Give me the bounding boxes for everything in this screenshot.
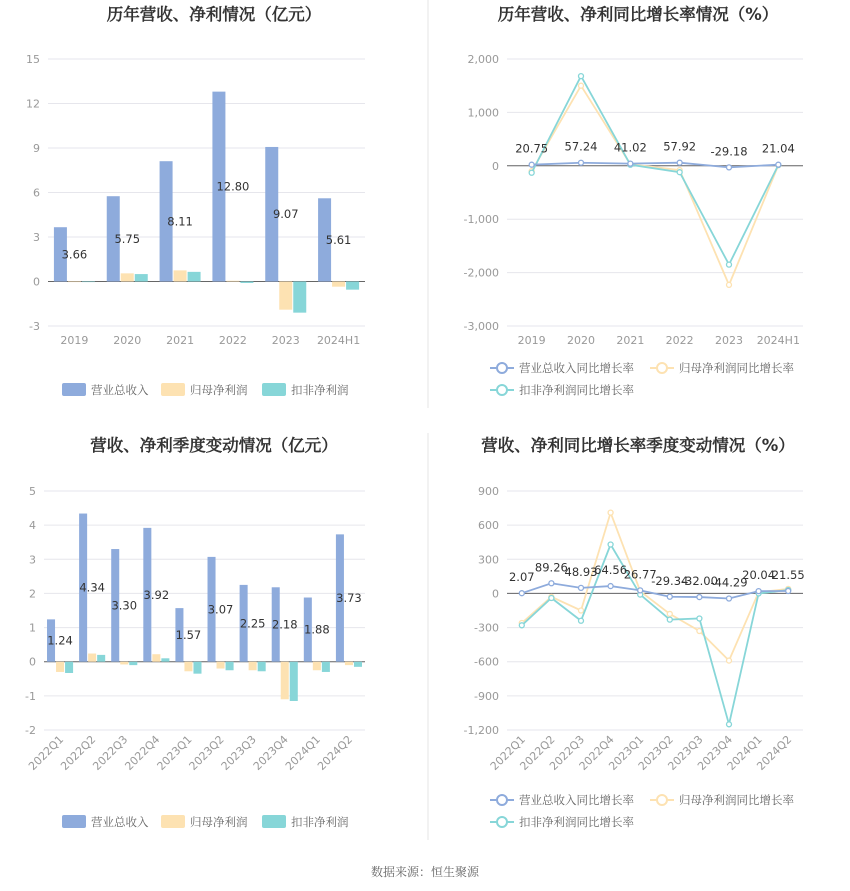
bar-net-profit xyxy=(88,654,96,662)
legend-label: 归母净利润同比增长率 xyxy=(679,793,794,807)
line-point xyxy=(608,510,613,515)
y-tick-label: 900 xyxy=(478,485,499,498)
x-tick-label: 2020 xyxy=(113,334,142,347)
legend-marker xyxy=(657,795,667,805)
line-point xyxy=(628,161,633,166)
data-label: 5.61 xyxy=(325,232,352,247)
legend-marker xyxy=(497,385,507,395)
line-point xyxy=(727,262,732,267)
bar-net-profit xyxy=(184,662,192,672)
data-label: -29.34 xyxy=(651,573,689,588)
legend-marker xyxy=(497,363,507,373)
data-label: 1.88 xyxy=(304,622,330,637)
legend[interactable] xyxy=(490,793,794,829)
x-tick-label: 2022 xyxy=(665,334,694,347)
legend-label: 营业总收入 xyxy=(91,815,149,829)
line-point xyxy=(727,596,732,601)
data-label: 3.73 xyxy=(336,591,362,606)
data-label: 26.77 xyxy=(623,567,657,582)
y-tick-label: 0 xyxy=(29,655,36,669)
bar-net-profit xyxy=(226,281,239,282)
bar-deducted-profit xyxy=(354,662,362,667)
legend-swatch xyxy=(62,383,86,396)
y-tick-label: 2 xyxy=(29,587,36,601)
bar-net-profit xyxy=(281,662,289,700)
legend[interactable] xyxy=(62,383,349,397)
line-point xyxy=(579,618,584,623)
data-label: 3.92 xyxy=(143,587,170,602)
data-label: 57.92 xyxy=(663,139,697,154)
x-tick-label: 2022Q1 xyxy=(487,732,528,773)
x-tick-label: 2022Q3 xyxy=(90,732,131,773)
line-point xyxy=(608,584,613,589)
x-tick-label: 2024Q1 xyxy=(724,732,765,773)
x-tick-label: 2022 xyxy=(218,334,247,347)
data-label: 3.30 xyxy=(111,598,138,613)
x-tick-label: 2023Q4 xyxy=(695,732,736,773)
chart-title: 历年营收、净利情况（亿元） xyxy=(106,5,322,24)
y-tick-label: -1,200 xyxy=(463,724,499,737)
legend-swatch xyxy=(262,383,286,396)
bar-deducted-profit xyxy=(346,282,359,290)
legend-swatch xyxy=(161,383,185,396)
data-label: 5.75 xyxy=(114,231,141,246)
y-tick-label: 9 xyxy=(33,142,40,155)
bar-net-profit xyxy=(345,662,353,665)
data-label: -32.00 xyxy=(680,574,718,589)
legend-label: 扣非净利润 xyxy=(291,815,349,829)
x-tick-label: 2023 xyxy=(715,334,743,347)
data-label: 3.07 xyxy=(207,602,234,617)
line-point xyxy=(727,658,732,663)
y-tick-label: 0 xyxy=(33,275,40,289)
line-point xyxy=(776,162,781,167)
chart-title: 营收、净利季度变动情况（亿元） xyxy=(90,436,338,455)
line-point xyxy=(697,595,702,600)
legend-label: 营业总收入同比增长率 xyxy=(519,361,634,375)
line-point xyxy=(638,588,643,593)
line-point xyxy=(549,581,554,586)
bar-net-profit xyxy=(68,282,81,283)
y-tick-label: 1,000 xyxy=(467,106,499,120)
data-label: -29.18 xyxy=(710,144,748,159)
legend-label: 扣非净利润同比增长率 xyxy=(519,815,634,829)
data-label: 2.18 xyxy=(271,617,298,632)
bar-net-profit xyxy=(121,273,134,281)
bar-deducted-profit xyxy=(135,274,148,281)
y-tick-label: 15 xyxy=(26,53,40,66)
line-deducted-profit-growth xyxy=(532,76,779,265)
bar-deducted-profit xyxy=(82,282,95,283)
line-point xyxy=(756,589,761,594)
y-tick-label: 300 xyxy=(478,553,499,567)
y-tick-label: -3,000 xyxy=(463,320,499,333)
bar-deducted-profit xyxy=(290,662,298,701)
y-tick-label: -1 xyxy=(25,689,36,703)
x-tick-label: 2024Q2 xyxy=(754,732,795,773)
bar-net-profit xyxy=(279,282,292,310)
line-point xyxy=(529,162,534,167)
line-point xyxy=(579,83,584,88)
data-label: 64.56 xyxy=(594,563,628,578)
line-point xyxy=(549,595,554,600)
line-point xyxy=(579,608,584,613)
bar-deducted-profit xyxy=(293,282,306,313)
data-source: 数据来源：恒生聚源 xyxy=(370,865,480,879)
line-point xyxy=(697,628,702,633)
chart-panel-3 xyxy=(25,435,365,829)
line-point xyxy=(519,623,524,628)
data-label: 2.07 xyxy=(508,570,535,585)
bar-deducted-profit xyxy=(161,658,169,661)
x-tick-label: 2019 xyxy=(517,334,546,347)
y-tick-label: -900 xyxy=(474,689,499,703)
legend-label: 营业总收入同比增长率 xyxy=(519,793,634,807)
x-tick-label: 2023 xyxy=(271,334,300,347)
y-tick-label: -2 xyxy=(25,724,36,737)
line-point xyxy=(667,611,672,616)
y-tick-label: 600 xyxy=(478,519,499,533)
line-point xyxy=(727,282,732,287)
x-tick-label: 2022Q3 xyxy=(547,732,588,773)
x-tick-label: 2021 xyxy=(166,334,195,347)
legend-label: 归母净利润 xyxy=(190,815,248,829)
y-tick-label: 12 xyxy=(26,97,40,111)
x-tick-label: 2023Q1 xyxy=(154,732,195,773)
y-tick-label: 3 xyxy=(29,553,36,567)
x-tick-label: 2023Q3 xyxy=(218,732,259,773)
bar-deducted-profit xyxy=(240,282,253,283)
y-tick-label: 6 xyxy=(33,186,40,200)
y-tick-label: -3 xyxy=(29,320,40,333)
data-label: 1.57 xyxy=(175,627,202,642)
bar-net-profit xyxy=(313,662,321,671)
x-tick-label: 2024H1 xyxy=(756,334,800,347)
legend[interactable] xyxy=(490,361,794,397)
y-tick-label: 4 xyxy=(29,519,36,533)
chart-panel-4 xyxy=(464,435,805,829)
y-tick-label: -300 xyxy=(474,621,499,635)
data-label: 8.11 xyxy=(167,214,193,229)
data-label: 21.04 xyxy=(761,141,795,156)
data-label: 1.24 xyxy=(47,633,73,648)
data-label: 3.66 xyxy=(61,247,88,262)
bar-net-profit xyxy=(56,662,64,672)
y-tick-label: 1 xyxy=(29,621,36,635)
data-label: 12.80 xyxy=(216,179,250,194)
line-point xyxy=(579,160,584,165)
x-tick-label: 2019 xyxy=(60,334,89,347)
legend-label: 归母净利润 xyxy=(190,383,248,397)
x-tick-label: 2022Q2 xyxy=(517,732,558,773)
line-point xyxy=(697,616,702,621)
x-tick-label: 2020 xyxy=(567,334,595,347)
line-point xyxy=(677,170,682,175)
legend-marker xyxy=(497,817,507,827)
y-tick-label: 3 xyxy=(33,231,40,244)
bar-deducted-profit xyxy=(129,662,137,665)
chart-panel-2 xyxy=(464,4,803,397)
bar-deducted-profit xyxy=(65,662,73,673)
data-label: 20.04 xyxy=(742,568,776,583)
line-point xyxy=(529,170,534,175)
x-tick-label: 2023Q2 xyxy=(186,732,227,773)
bar-net-profit xyxy=(332,282,345,287)
bar-deducted-profit xyxy=(193,662,201,674)
legend-label: 归母净利润同比增长率 xyxy=(679,361,794,375)
data-label: 21.55 xyxy=(771,567,805,582)
y-tick-label: -1,000 xyxy=(463,213,499,227)
data-label: 9.07 xyxy=(272,207,299,222)
bar-deducted-profit xyxy=(322,662,330,672)
legend-swatch xyxy=(161,815,185,828)
x-tick-label: 2021 xyxy=(616,334,645,347)
bar-net-profit xyxy=(120,662,128,665)
y-tick-label: 0 xyxy=(492,587,499,601)
line-point xyxy=(667,617,672,622)
line-point xyxy=(727,165,732,170)
x-tick-label: 2022Q4 xyxy=(576,732,617,773)
data-label: 4.34 xyxy=(79,580,105,595)
legend-marker xyxy=(497,795,507,805)
legend-swatch xyxy=(62,815,86,828)
data-label: 41.02 xyxy=(613,140,647,155)
legend-label: 扣非净利润 xyxy=(291,383,349,397)
x-tick-label: 2022Q4 xyxy=(122,732,163,773)
legend-swatch xyxy=(262,815,286,828)
x-tick-label: 2024H1 xyxy=(316,334,361,347)
chart-title: 营收、净利同比增长率季度变动情况（%） xyxy=(481,436,795,455)
x-tick-label: 2023Q1 xyxy=(606,732,647,773)
x-tick-label: 2023Q2 xyxy=(635,732,676,773)
bar-deducted-profit xyxy=(97,655,105,662)
data-label: 57.24 xyxy=(564,139,598,154)
bar-deducted-profit xyxy=(226,662,234,671)
y-tick-label: 5 xyxy=(29,485,36,498)
chart-panel-1 xyxy=(26,4,365,397)
legend[interactable] xyxy=(62,815,349,829)
legend-marker xyxy=(657,363,667,373)
bar-net-profit xyxy=(174,270,187,281)
line-point xyxy=(727,722,732,727)
line-point xyxy=(579,585,584,590)
data-label: 20.75 xyxy=(515,141,549,156)
bar-net-profit xyxy=(249,662,257,671)
line-point xyxy=(519,591,524,596)
x-tick-label: 2023Q3 xyxy=(665,732,706,773)
line-point xyxy=(667,594,672,599)
bar-deducted-profit xyxy=(188,272,201,282)
legend-label: 扣非净利润同比增长率 xyxy=(519,383,634,397)
data-label: 2.25 xyxy=(239,616,266,631)
x-tick-label: 2023Q4 xyxy=(250,732,291,773)
line-point xyxy=(677,160,682,165)
x-tick-label: 2024Q2 xyxy=(315,732,356,773)
x-tick-label: 2024Q1 xyxy=(282,732,323,773)
data-label: 48.93 xyxy=(564,564,598,579)
line-point xyxy=(608,542,613,547)
legend-label: 营业总收入 xyxy=(91,383,149,397)
bar-net-profit xyxy=(152,654,160,662)
bar-deducted-profit xyxy=(258,662,266,672)
x-tick-label: 2022Q2 xyxy=(58,732,99,773)
line-net-profit-growth xyxy=(532,86,779,285)
x-tick-label: 2022Q1 xyxy=(26,732,67,773)
data-label: 89.26 xyxy=(534,560,568,575)
y-tick-label: 2,000 xyxy=(467,53,499,66)
data-label: -44.29 xyxy=(710,575,748,590)
bar-net-profit xyxy=(217,662,225,669)
line-point xyxy=(786,588,791,593)
y-tick-label: 0 xyxy=(492,159,499,173)
chart-title: 历年营收、净利同比增长率情况（%） xyxy=(497,5,779,24)
line-point xyxy=(579,74,584,79)
y-tick-label: -2,000 xyxy=(463,266,499,280)
y-tick-label: -600 xyxy=(474,655,499,669)
